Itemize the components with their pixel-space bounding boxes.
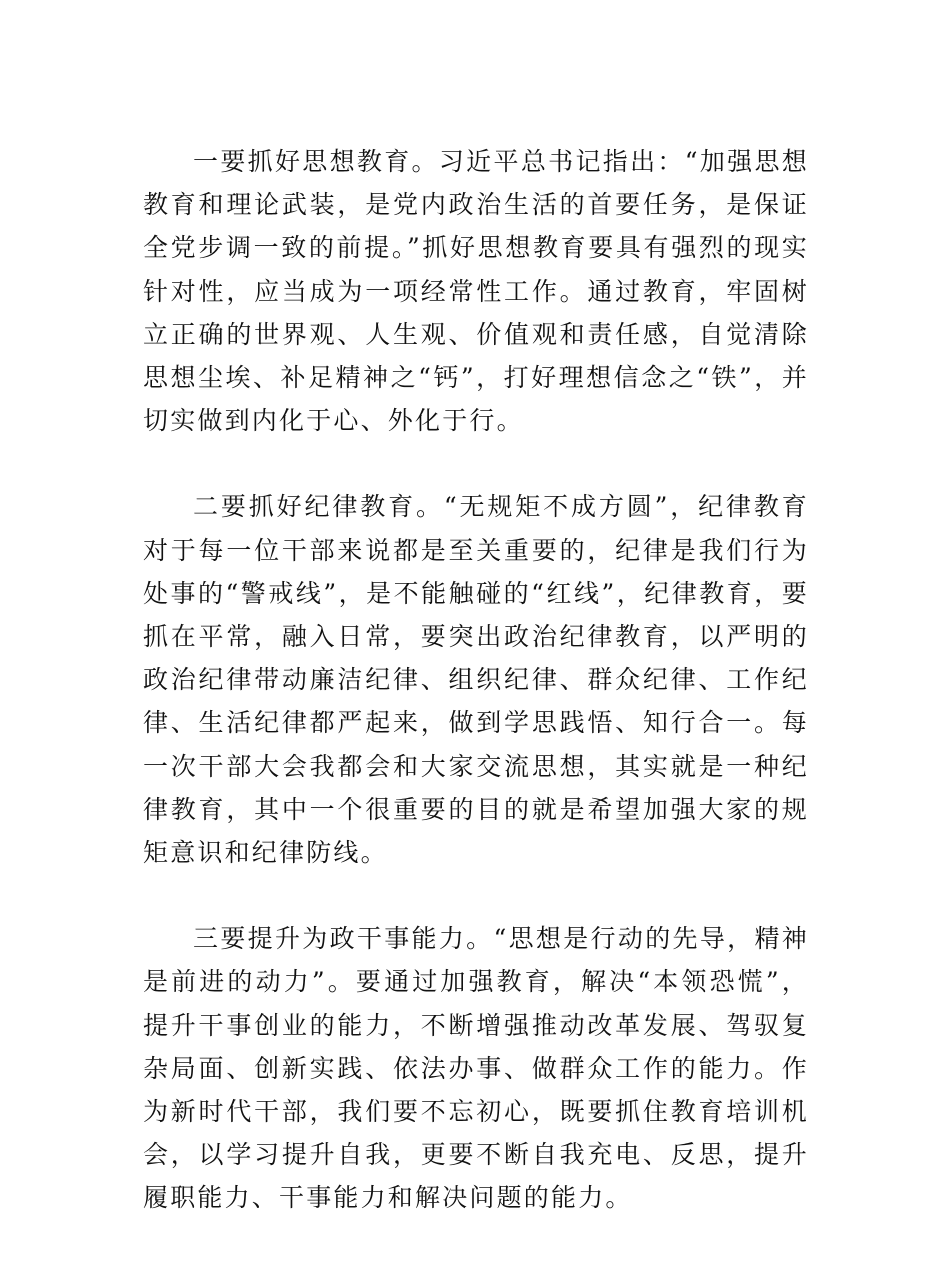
document-body <box>143 140 809 1263</box>
paragraph-ideological-education: 一要抓好思想教育。习近平总书记指出：“加强思想教育和理论武装，是党内政治生活的首要任务，是保证全党步调一致的前提。”抓好思想教育要具有强烈的现实针对性，应当成为一项经常性工作。通过教育，牢固树立正确的世界观、人生观、价值观和责任感，自觉清除思想尘埃、补足精神之“钙”，打好理想信念之“铁”，并切实做到内化于心、外化于行。 <box>143 147 809 436</box>
paragraph-governance-ability: 三要提升为政干事能力。“思想是行动的先导，精神是前进的动力”。要通过加强教育，解决“本领恐慌”，提升干事创业的能力，不断增强推动改革发展、驾驭复杂局面、创新实践、依法办事、做群众工作的能力。作为新时代干部，我们要不忘初心，既要抓住教育培训机会，以学习提升自我，更要不断自我充电、反思，提升履职能力、干事能力和解决问题的能力。 <box>143 924 809 1213</box>
paragraph-discipline-education: 二要抓好纪律教育。“无规矩不成方圆”，纪律教育对于每一位干部来说都是至关重要的，纪律是我们行为处事的“警戒线”，是不能触碰的“红线”，纪律教育，要抓在平常，融入日常，要突出政治纪律教育，以严明的政治纪律带动廉洁纪律、组织纪律、群众纪律、工作纪律、生活纪律都严起来，做到学思践悟、知行合一。每一次干部大会我都会和大家交流思想，其实就是一种纪律教育，其中一个很重要的目的就是希望加强大家的规矩意识和纪律防线。 <box>143 492 809 868</box>
